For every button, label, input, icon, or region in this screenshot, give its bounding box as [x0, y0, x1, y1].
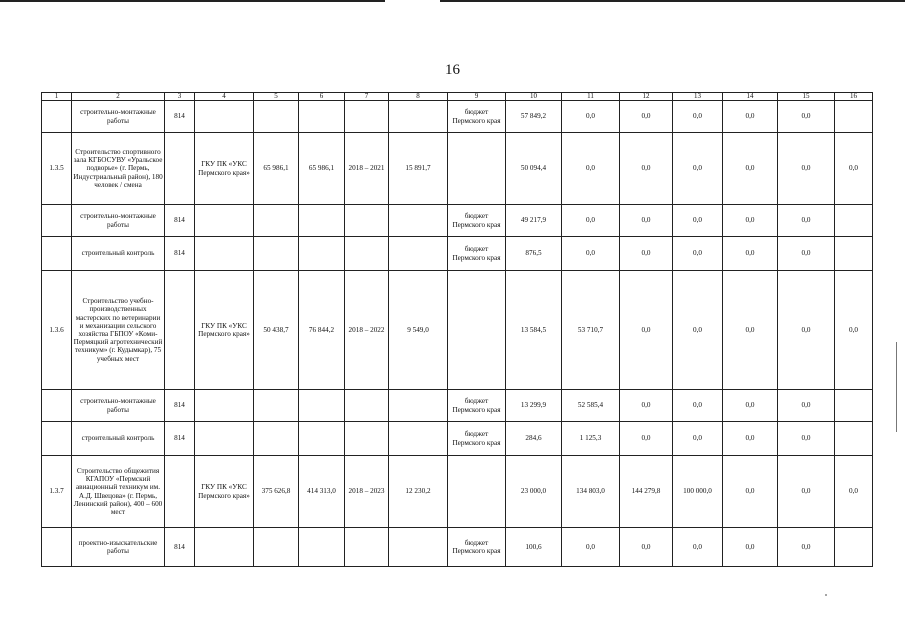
table-cell-col-7 [345, 205, 389, 237]
table-row-subitem [42, 101, 873, 133]
table-cell-col-8 [389, 101, 448, 133]
table-cell-col-9: бюджет Пермского края [448, 422, 506, 456]
table-cell-col-10: 49 217,9 [506, 205, 562, 237]
table-cell-col-13: 100 000,0 [673, 456, 723, 528]
table-cell-col-12: 0,0 [620, 133, 673, 205]
table-cell-col-1: 1.3.7 [42, 456, 72, 528]
table-cell-col-11: 0,0 [562, 528, 620, 567]
table-cell-col-8 [389, 528, 448, 567]
table-cell-col-1 [42, 528, 72, 567]
table-cell-col-14: 0,0 [723, 271, 778, 390]
table-cell-col-6 [299, 422, 345, 456]
table-row-subitem [42, 237, 873, 271]
table-cell-col-4: ГКУ ПК «УКС Пермского края» [195, 271, 254, 390]
table-cell-col-7: 2018 – 2023 [345, 456, 389, 528]
table-cell-col-9 [448, 271, 506, 390]
table-cell-col-13: 0,0 [673, 390, 723, 422]
table-cell-col-13: 0,0 [673, 237, 723, 271]
table-cell-col-2: Строительство учебно-производственных мастерских по ветеринарии и механизации сельского хозяйства ГБПОУ «Коми-Пермяцкий агротехнический техникум» (г. Кудымкар), 75 учебных мест [72, 271, 165, 390]
scan-edge-mark [896, 342, 897, 432]
scan-speck [825, 594, 827, 596]
table-cell-col-5 [254, 422, 299, 456]
column-number-header: 12 [620, 93, 673, 101]
table-cell-col-10: 57 849,2 [506, 101, 562, 133]
table-cell-col-8 [389, 422, 448, 456]
table-cell-col-2: строительно-монтажные работы [72, 101, 165, 133]
table-cell-col-11: 52 585,4 [562, 390, 620, 422]
table-cell-col-14: 0,0 [723, 205, 778, 237]
table-cell-col-4: ГКУ ПК «УКС Пермского края» [195, 456, 254, 528]
table-cell-col-2: строительный контроль [72, 237, 165, 271]
table-cell-col-5 [254, 528, 299, 567]
table-cell-col-6 [299, 101, 345, 133]
column-number-header: 5 [254, 93, 299, 101]
table-cell-col-14: 0,0 [723, 237, 778, 271]
table-cell-col-6: 414 313,0 [299, 456, 345, 528]
table-cell-col-16 [835, 422, 873, 456]
table-cell-col-12: 0,0 [620, 528, 673, 567]
table-cell-col-2: Строительство общежития КГАПОУ «Пермский авиационный техникум им. А.Д. Швецова» (г. Пермь, Ленинский район), 400 – 600 мест [72, 456, 165, 528]
table-cell-col-7: 2018 – 2021 [345, 133, 389, 205]
table-cell-col-15: 0,0 [778, 456, 835, 528]
table-cell-col-7 [345, 237, 389, 271]
table-cell-col-9 [448, 133, 506, 205]
table-row-project [42, 271, 873, 390]
table-cell-col-11: 1 125,3 [562, 422, 620, 456]
table-cell-col-11: 53 710,7 [562, 271, 620, 390]
table-cell-col-9: бюджет Пермского края [448, 101, 506, 133]
table-cell-col-16 [835, 390, 873, 422]
table-cell-col-10: 876,5 [506, 237, 562, 271]
top-border-line-right [440, 0, 905, 2]
table-cell-col-7 [345, 422, 389, 456]
table-cell-col-10: 50 094,4 [506, 133, 562, 205]
table-cell-col-1 [42, 237, 72, 271]
table-cell-col-2: проектно-изыскательские работы [72, 528, 165, 567]
table-cell-col-10: 284,6 [506, 422, 562, 456]
table-cell-col-11: 0,0 [562, 205, 620, 237]
column-number-header: 10 [506, 93, 562, 101]
table-cell-col-3: 814 [165, 101, 195, 133]
table-cell-col-9: бюджет Пермского края [448, 390, 506, 422]
table-cell-col-4 [195, 528, 254, 567]
table-cell-col-14: 0,0 [723, 528, 778, 567]
table-cell-col-5: 375 626,8 [254, 456, 299, 528]
table-cell-col-15: 0,0 [778, 133, 835, 205]
table-cell-col-12: 0,0 [620, 101, 673, 133]
table-cell-col-10: 13 584,5 [506, 271, 562, 390]
table-cell-col-3 [165, 456, 195, 528]
table-cell-col-16 [835, 205, 873, 237]
table-cell-col-15: 0,0 [778, 205, 835, 237]
table-cell-col-5 [254, 205, 299, 237]
table-row-subitem [42, 422, 873, 456]
table-cell-col-2: строительно-монтажные работы [72, 390, 165, 422]
column-number-header: 9 [448, 93, 506, 101]
table-cell-col-3 [165, 133, 195, 205]
table-row-project [42, 133, 873, 205]
column-number-header: 7 [345, 93, 389, 101]
table-cell-col-12: 0,0 [620, 271, 673, 390]
column-number-header: 1 [42, 93, 72, 101]
table-cell-col-2: строительно-монтажные работы [72, 205, 165, 237]
table-cell-col-8 [389, 237, 448, 271]
column-number-header: 8 [389, 93, 448, 101]
table-cell-col-5 [254, 390, 299, 422]
table-row-subitem [42, 205, 873, 237]
table-cell-col-7: 2018 – 2022 [345, 271, 389, 390]
table-cell-col-6 [299, 237, 345, 271]
column-number-header: 16 [835, 93, 873, 101]
budget-table [41, 92, 873, 567]
table-cell-col-10: 100,6 [506, 528, 562, 567]
table-cell-col-6 [299, 205, 345, 237]
table-cell-col-13: 0,0 [673, 205, 723, 237]
table-cell-col-12: 0,0 [620, 422, 673, 456]
column-number-header: 3 [165, 93, 195, 101]
page-number: 16 [445, 62, 460, 78]
table-cell-col-8 [389, 205, 448, 237]
table-cell-col-7 [345, 528, 389, 567]
table-cell-col-15: 0,0 [778, 422, 835, 456]
table-cell-col-3 [165, 271, 195, 390]
table-cell-col-3: 814 [165, 205, 195, 237]
column-number-header: 15 [778, 93, 835, 101]
header-row [42, 93, 873, 101]
table-cell-col-7 [345, 390, 389, 422]
table-cell-col-13: 0,0 [673, 101, 723, 133]
table-cell-col-2: строительный контроль [72, 422, 165, 456]
table-cell-col-5: 65 986,1 [254, 133, 299, 205]
table-cell-col-16: 0,0 [835, 133, 873, 205]
table-cell-col-15: 0,0 [778, 101, 835, 133]
table-cell-col-15: 0,0 [778, 271, 835, 390]
table-cell-col-4 [195, 422, 254, 456]
table-row-subitem [42, 528, 873, 567]
table-cell-col-2: Строительство спортивного зала КГБОСУВУ «Уральское подворье» (г. Пермь, Индустриальный район), 180 человек / смена [72, 133, 165, 205]
table-row-project [42, 456, 873, 528]
table-cell-col-14: 0,0 [723, 133, 778, 205]
table-cell-col-3: 814 [165, 237, 195, 271]
table-cell-col-13: 0,0 [673, 271, 723, 390]
table-cell-col-3: 814 [165, 390, 195, 422]
table-cell-col-14: 0,0 [723, 456, 778, 528]
table-cell-col-9: бюджет Пермского края [448, 237, 506, 271]
column-number-header: 14 [723, 93, 778, 101]
table-cell-col-14: 0,0 [723, 422, 778, 456]
table-cell-col-16 [835, 237, 873, 271]
table-cell-col-4 [195, 237, 254, 271]
table-cell-col-5 [254, 101, 299, 133]
table-cell-col-8: 9 549,0 [389, 271, 448, 390]
table-cell-col-12: 0,0 [620, 390, 673, 422]
table-cell-col-6: 76 844,2 [299, 271, 345, 390]
table-cell-col-14: 0,0 [723, 101, 778, 133]
table-cell-col-1: 1.3.5 [42, 133, 72, 205]
table-cell-col-14: 0,0 [723, 390, 778, 422]
table-row-subitem [42, 390, 873, 422]
table-cell-col-3: 814 [165, 528, 195, 567]
table-cell-col-9 [448, 456, 506, 528]
column-number-header: 11 [562, 93, 620, 101]
top-border-line-left [0, 0, 385, 2]
table-cell-col-4 [195, 205, 254, 237]
table-cell-col-16 [835, 101, 873, 133]
table-cell-col-6 [299, 528, 345, 567]
table-cell-col-10: 13 299,9 [506, 390, 562, 422]
column-number-header: 2 [72, 93, 165, 101]
table-cell-col-11: 0,0 [562, 133, 620, 205]
table-cell-col-6: 65 986,1 [299, 133, 345, 205]
table-cell-col-5: 50 438,7 [254, 271, 299, 390]
table-cell-col-15: 0,0 [778, 528, 835, 567]
table-cell-col-11: 0,0 [562, 101, 620, 133]
table-cell-col-11: 134 803,0 [562, 456, 620, 528]
table-cell-col-13: 0,0 [673, 133, 723, 205]
table-cell-col-5 [254, 237, 299, 271]
table-cell-col-1 [42, 390, 72, 422]
table-cell-col-8: 12 230,2 [389, 456, 448, 528]
table-cell-col-16 [835, 528, 873, 567]
table-cell-col-4 [195, 101, 254, 133]
table-cell-col-10: 23 000,0 [506, 456, 562, 528]
table-cell-col-15: 0,0 [778, 390, 835, 422]
table-body [42, 93, 873, 567]
table-cell-col-1 [42, 422, 72, 456]
column-number-header: 6 [299, 93, 345, 101]
table-cell-col-11: 0,0 [562, 237, 620, 271]
table-cell-col-3: 814 [165, 422, 195, 456]
table-cell-col-13: 0,0 [673, 528, 723, 567]
column-number-header: 4 [195, 93, 254, 101]
table-cell-col-9: бюджет Пермского края [448, 528, 506, 567]
table-cell-col-15: 0,0 [778, 237, 835, 271]
table-cell-col-8: 15 891,7 [389, 133, 448, 205]
table-cell-col-8 [389, 390, 448, 422]
table-cell-col-4: ГКУ ПК «УКС Пермского края» [195, 133, 254, 205]
table-cell-col-6 [299, 390, 345, 422]
table-cell-col-13: 0,0 [673, 422, 723, 456]
table-cell-col-4 [195, 390, 254, 422]
table-cell-col-7 [345, 101, 389, 133]
table-cell-col-12: 0,0 [620, 205, 673, 237]
table-cell-col-9: бюджет Пермского края [448, 205, 506, 237]
table-cell-col-1 [42, 101, 72, 133]
table-cell-col-16: 0,0 [835, 456, 873, 528]
table-cell-col-12: 0,0 [620, 237, 673, 271]
table-cell-col-16: 0,0 [835, 271, 873, 390]
table-cell-col-12: 144 279,8 [620, 456, 673, 528]
table-cell-col-1 [42, 205, 72, 237]
table-cell-col-1: 1.3.6 [42, 271, 72, 390]
column-number-header: 13 [673, 93, 723, 101]
